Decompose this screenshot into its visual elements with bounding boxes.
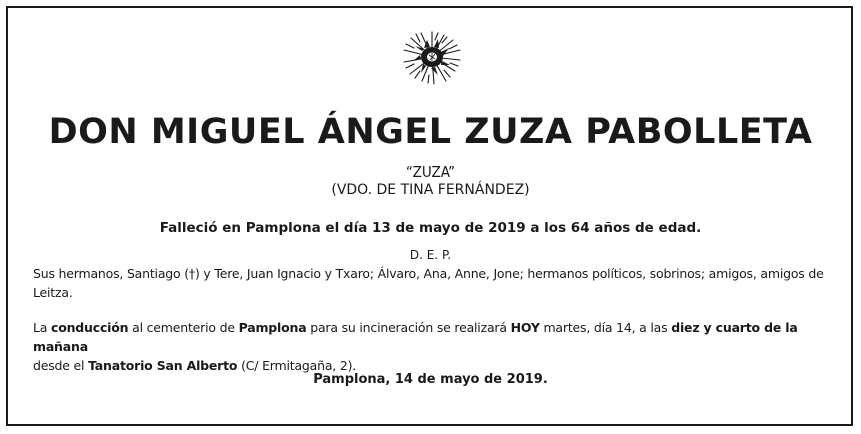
dep-line: D. E. P. xyxy=(409,248,452,262)
funeral-text: al cementerio de xyxy=(128,320,239,335)
funeral-text: desde el xyxy=(33,358,89,373)
funeral-highlight: HOY xyxy=(510,320,540,335)
funeral-text: martes, día 14, a las xyxy=(539,320,672,335)
signoff-place-date: Pamplona, 14 de mayo de 2019. xyxy=(313,372,548,387)
funeral-highlight: diez y cuarto de la mañana xyxy=(33,320,798,354)
funeral-highlight: conducción xyxy=(51,320,129,335)
funeral-paragraph xyxy=(33,318,833,375)
funeral-text: (C/ Ermitagaña, 2). xyxy=(237,358,357,373)
widow-of-line: (VDO. DE TINA FERNÁNDEZ) xyxy=(331,182,530,198)
funeral-text: para su incineración se realizará xyxy=(306,320,511,335)
nickname: “ZUZA” xyxy=(405,163,456,181)
thistle-flower-icon xyxy=(400,28,464,86)
death-statement: Falleció en Pamplona el día 13 de mayo de 2019 a los 64 años de edad. xyxy=(159,220,702,236)
funeral-highlight: Tanatorio San Alberto xyxy=(88,358,238,373)
funeral-text: La xyxy=(33,320,51,335)
family-paragraph: Sus hermanos, Santiago (†) y Tere, Juan Ignacio y Txaro; Álvaro, Ana, Anne, Jone; hermanos políticos, sobrinos; amigos, amigos de Leitza. xyxy=(33,266,824,300)
funeral-highlight: Pamplona xyxy=(238,320,307,335)
deceased-name: DON MIGUEL ÁNGEL ZUZA PABOLLETA xyxy=(48,112,813,152)
